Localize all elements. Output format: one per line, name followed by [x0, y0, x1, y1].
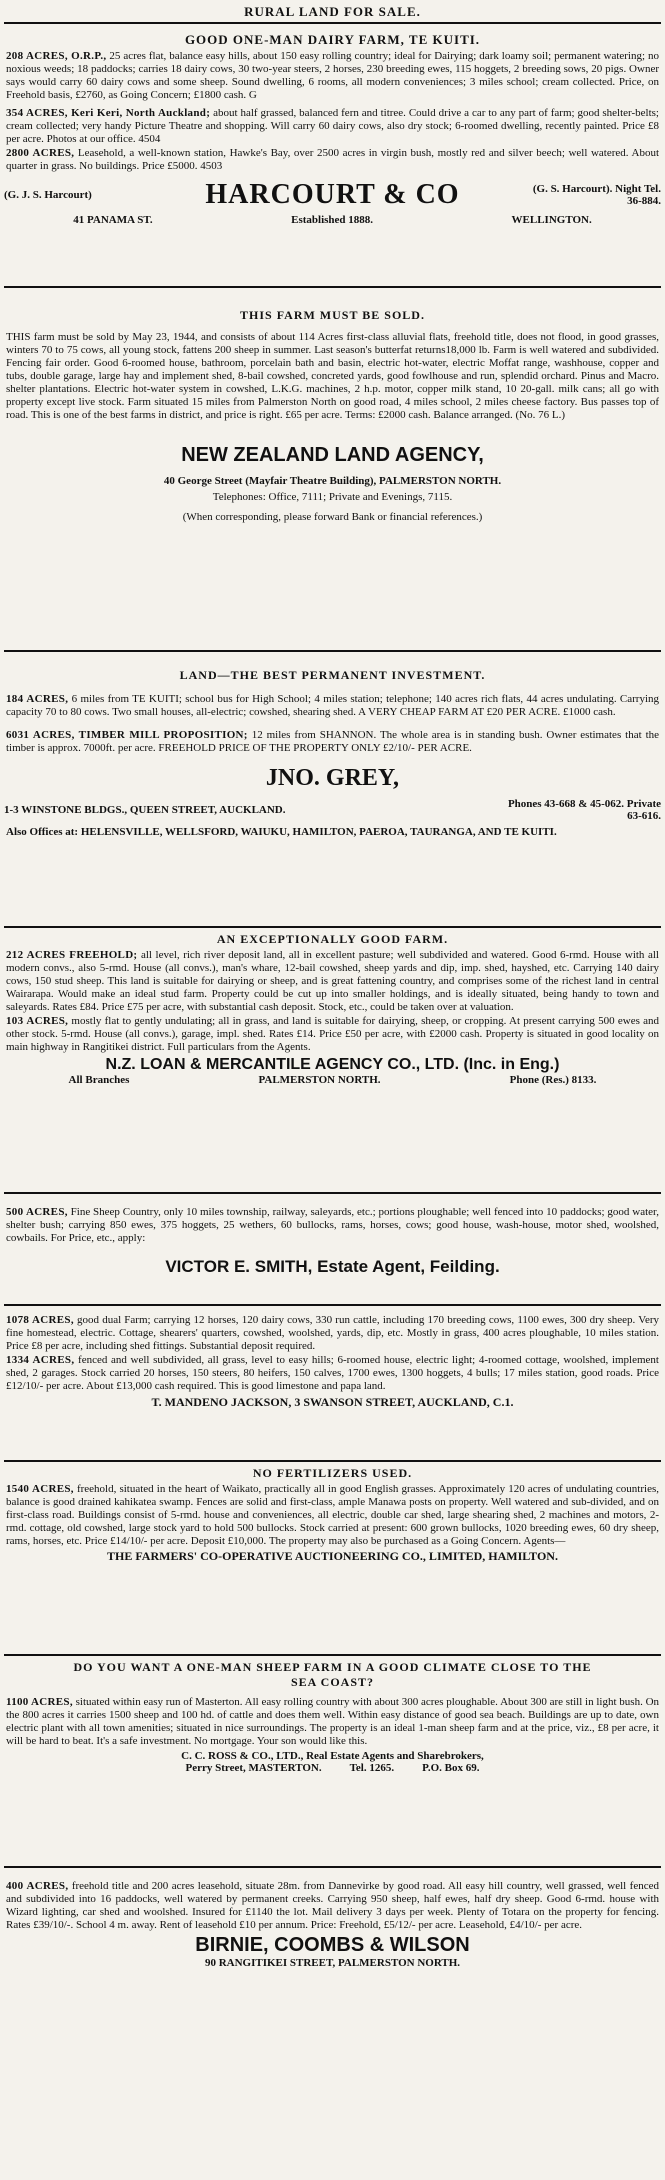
agency-name: BIRNIE, COOMBS & WILSON	[195, 1934, 470, 1956]
listing-text: situated within easy run of Masterton. All easy rolling country with about 300 acres ploughable. About 300 are still in light bush. On the 800 acres it carries 1500 sheep and 100 hd. of cattle and does them well. Within easy distance of good sea beach. Buildings are up to date, own electric plant with all town amenities; situated in nice surroundings. The property is an ideal 1-man sheep farm and at the price, viz., £8 per acre, it will be hard to beat. It's a safe investment. No mortgage. Your son would like this.	[6, 1696, 660, 1747]
divider	[4, 286, 661, 288]
listing	[6, 1696, 659, 1748]
agency-note: (When corresponding, please forward Bank or financial references.)	[182, 511, 483, 523]
agency-name: N.Z. LOAN & MERCANTILE AGENCY CO., LTD. (Inc. in Eng.)	[105, 1056, 560, 1073]
ad-birnie-coombs-wilson	[4, 1870, 661, 2030]
divider	[4, 1192, 661, 1194]
agency-name: T. MANDENO JACKSON, 3 SWANSON STREET, AUCKLAND, C.1.	[151, 1395, 514, 1409]
agency-phone: Tel. 1265.	[349, 1762, 395, 1774]
listing-lead: 354 ACRES, Keri Keri, North Auckland;	[6, 107, 211, 119]
agency-phones: Telephones: Office, 7111; Private and Evenings, 7115.	[212, 491, 453, 503]
agency-branches: All Branches	[68, 1074, 130, 1086]
ad-cc-ross	[4, 1658, 661, 1864]
agency-address-row	[4, 1762, 661, 1774]
divider	[4, 1460, 661, 1462]
listing	[6, 1880, 659, 1932]
listing-lead: 400 ACRES,	[6, 1880, 69, 1892]
ad-mandeno-jackson	[4, 1308, 661, 1458]
agency-name: C. C. ROSS & CO., LTD., Real Estate Agents and Sharebrokers,	[181, 1750, 484, 1762]
listing-text: fenced and well subdivided, all grass, level to easy hills; 6-roomed house, electric light; 4-roomed cottage, woolshed, implement shed, 2 garages. Stock carried 20 horses, 150 steers, 80 heifers, 150 calves, 1700 ewes, 1300 hoggets, 4 bulls; 17 miles station, good roads. Price £12/10/- per acre. About £13,000 cash required. This is good limestone and papa land.	[6, 1354, 659, 1392]
agency-address-row	[4, 1074, 661, 1086]
listing	[6, 1015, 659, 1054]
listing	[6, 1354, 659, 1393]
listing-text: all level, rich river deposit land, all in excellent pasture; well subdivided and watered. Good 6-rmd. House with all modern convs., also 5-rmd. House (all convs.), man's whare, 12-bail cowshed, sheep yards and dip, imp. shed, hayshed, etc. Carrying 140 dairy cows, 150 stud sheep. This land is suitable for dairying or sheep, and is great fattening country, and comprises some of the richest land in central Wairarapa. Would make an ideal stud farm. Property could be cut up into smaller holdings, and is ideally situated, being handy to town and saleyards. Rates £84. Price £75 per acre, with substantial cash deposit. Stock, etc., could be taken over at valuation.	[6, 949, 659, 1013]
listing-lead: 6031 ACRES, TIMBER MILL PROPOSITION;	[6, 729, 248, 741]
listing-lead: 1100 ACRES,	[6, 1696, 73, 1708]
divider	[4, 1654, 661, 1656]
listing-text: 6 miles from TE KUITI; school bus for High School; 4 miles station; telephone; 140 acres rich flats, 44 acres undulating. Carrying capacity 70 to 80 cows. Two small houses, all-electric; cowshed, shearing shed. A VERY CHEAP FARM AT £20 PER ACRE. £1000 cash.	[6, 693, 660, 718]
listing-text: Leasehold, a well-known station, Hawke's Bay, over 2500 acres in virgin bush, mostly red and silver beech; well watered. About quarter in grass. No buildings. Price £5000. 4503	[6, 147, 660, 172]
agency-address-row	[4, 798, 661, 822]
agency-name: THE FARMERS' CO-OPERATIVE AUCTIONEERING CO., LIMITED, HAMILTON.	[107, 1549, 558, 1563]
divider	[4, 1304, 661, 1306]
main-heading: RURAL LAND FOR SALE.	[244, 4, 421, 19]
listing-text: THIS farm must be sold by May 23, 1944, and consists of about 114 Acres first-class alluvial flats, freehold title, does not flood, in good grasses, winters 70 to 75 cows, all young stock, fattens 200 sheep in summer. Last season's butterfat returns18,000 lb. Farm is well watered and subdivided. Fencing fair order. Good 6-roomed house, bathroom, porcelain bath and basin, electric hot-water, electric Moffat range, washhouse, copper and tubs, double garage, large hay and implement shed, 8-bail cowshed, concreted yards, good fowlhouse and run, splendid orchard. Pinus and Macro. shelter plantations. Electric hot-water system in cowshed, L.K.G. machines, 2 h.p. motor, copper milk stand, 10 20-gall. milk cans; all go with property except live stock. Farm situated 15 miles from Palmerston North on good road, 4 miles school, 2 miles cheese factory. Bus passes top of road. This is one of the best farms in district, and price is right. £65 per acre. Terms: £2000 cash. Balance arranged. (No. 76 L.)	[6, 331, 659, 421]
listing	[6, 50, 659, 102]
listing	[6, 147, 659, 173]
ad-jno-grey	[4, 654, 661, 924]
listing-text: freehold, situated in the heart of Waikato, practically all in good English grasses. Approximately 120 acres of undulating countries, balance is good drained kahikatea swamp. Fences are solid and first-class, ample Manawa posts on property. Well watered and sub-divided, and on first-class road. Buildings consist of 5-rmd. house and conveniences, all electric, double car shed, large shearing shed, 2 machines and motors, 2-rmd. cottage, old cowshed, large stock yard to hold 500 bullocks. Stock carried at present: 600 grown bullocks, 1020 breeding ewes, 60 dry sheep, rams, horses, etc. Price £14/10/- per acre. Deposit £10,000. The property may also be purchased as a Going Concern. Agents—	[6, 1483, 659, 1547]
listing-text: freehold title and 200 acres leasehold, situate 28m. from Dannevirke by good road. All easy hill country, well grassed, well fenced and subdivided into 16 paddocks, well watered by permanent creeks. Carrying 950 sheep, half ewes, half dry sheep. Good 6-rmd. house with Wizard lighting, car shed and woolshed. Insured for £1140 the lot. Mail delivery 3 days per week. Plenty of Totara on the property for fencing. Rates £39/10/-. School 4 m. away. Rent of leasehold £10 per annum. Price: Freehold, £5/12/- per acre. Leasehold, £4/10/- per acre.	[6, 1880, 659, 1931]
ad-nz-land-agency	[4, 290, 661, 648]
agency-name: NEW ZEALAND LAND AGENCY,	[181, 444, 484, 466]
listing	[6, 1206, 659, 1245]
agency-city: WELLINGTON.	[511, 214, 592, 226]
agency-phone: Phone (Res.) 8133.	[509, 1074, 597, 1086]
listing-text: good dual Farm; carrying 12 horses, 120 dairy cows, 330 run cattle, including 170 breeding cows, 1100 ewes, 300 dry sheep. Very fine homestead, electric. Cottage, shearers' quarters, cowshed, woolshed, yards, dip, etc. Mostly in grass, 400 acres ploughable, 10 miles station. Price £8 per acre, including shed fittings. Substantial deposit required.	[6, 1314, 659, 1352]
ad-heading: GOOD ONE-MAN DAIRY FARM, TE KUITI.	[184, 32, 481, 47]
agency-box: P.O. Box 69.	[422, 1762, 480, 1774]
ad-victor-smith	[4, 1196, 661, 1302]
agency-name: VICTOR E. SMITH, Estate Agent, Feilding.	[165, 1257, 500, 1276]
listing-text: Fine Sheep Country, only 10 miles township, railway, saleyards, etc.; portions ploughable; well fenced into 10 paddocks; good water, shelter bush; carrying 850 ewes, 375 hoggets, 25 wethers, 60 bullocks, rams, horses, cows; good house, wash-house, motor shed, woolshed, cowbails. For Price, etc., apply:	[6, 1206, 659, 1244]
ad-nz-loan-mercantile	[4, 930, 661, 1190]
agency-partner-right: (G. S. Harcourt). Night Tel. 36-884.	[532, 183, 661, 207]
ad-harcourt	[4, 26, 661, 284]
agency-address: Perry Street, MASTERTON.	[185, 1762, 322, 1774]
agency-address: 90 RANGITIKEI STREET, PALMERSTON NORTH.	[204, 1957, 461, 1969]
listing-text: 25 acres flat, balance easy hills, about 150 easy rolling country; ideal for Dairying; dark loamy soil; permanent watering; no noxious weeds; 18 paddocks; carries 18 dairy cows, 30 two-year steers, 2 horses, 230 breeding ewes, 115 hoggets, 2 breeding sows, 20 pigs. Owner says would carry 60 dairy cows and some sheep. Sound dwelling, 6 rooms, all modern conveniences; 3 miles school; cream collected. Price, on Freehold basis, £2760, as Going Concern; £1800 cash. G	[6, 50, 659, 101]
listing-lead: 2800 ACRES,	[6, 147, 75, 159]
listing-lead: 208 ACRES, O.R.P.,	[6, 50, 107, 62]
listing	[6, 331, 659, 422]
agency-offices: Also Offices at: HELENSVILLE, WELLSFORD, WAIUKU, HAMILTON, PAEROA, TAURANGA, AND TE KUITI.	[6, 826, 557, 838]
listing-text: mostly flat to gently undulating; all in grass, and land is suitable for dairying, sheep, or cropping. At present carrying 500 ewes and other stock. 5-rmd. House (all convs.), garage, impl. shed. Rates £14. Price £50 per acre, with £2000 cash. Property is situated in good locality on main highway in Rangitikei district. Full particulars from the Agents.	[6, 1015, 659, 1053]
agency-address: 40 George Street (Mayfair Theatre Building), PALMERSTON NORTH.	[163, 475, 502, 487]
ad-heading: THIS FARM MUST BE SOLD.	[240, 308, 425, 322]
listing-lead: 1078 ACRES,	[6, 1314, 74, 1326]
listing-lead: 1540 ACRES,	[6, 1483, 74, 1495]
divider	[4, 926, 661, 928]
ad-farmers-cooperative	[4, 1464, 661, 1652]
listing	[6, 107, 659, 146]
listing	[6, 949, 659, 1014]
agency-name: JNO. GREY,	[265, 765, 400, 791]
listing	[6, 1314, 659, 1353]
listing-lead: 500 ACRES,	[6, 1206, 68, 1218]
agency-address: 41 PANAMA ST.	[73, 214, 153, 226]
agency-partner-left: (G. J. S. Harcourt)	[4, 189, 92, 201]
listing-lead: 184 ACRES,	[6, 693, 69, 705]
ad-heading: LAND—THE BEST PERMANENT INVESTMENT.	[179, 668, 486, 682]
agency-address: 1-3 WINSTONE BLDGS., QUEEN STREET, AUCKLAND.	[4, 804, 286, 816]
divider	[4, 22, 661, 24]
divider	[4, 650, 661, 652]
listing-lead: 212 ACRES FREEHOLD;	[6, 949, 138, 961]
divider	[4, 1866, 661, 1868]
agency-phones: Phones 43-668 & 45-062. Private 63-616.	[507, 798, 661, 822]
listing-text: about half grassed, balanced fern and titree. Could drive a car to any part of farm; good shelter-belts; cream collected; very handy Picture Theatre and shopping. Will carry 60 dairy cows, also dry stock; 6-roomed dwelling, recently painted. Price £8 per acre. Photos at our office. 4504	[6, 107, 659, 145]
agency-name: HARCOURT & CO	[205, 179, 460, 210]
agency-address-row	[4, 214, 661, 226]
listing	[6, 693, 659, 719]
ad-heading: NO FERTILIZERS USED.	[252, 1466, 413, 1480]
agency-established: Established 1888.	[291, 214, 374, 226]
newspaper-page	[0, 4, 665, 2180]
ad-heading: DO YOU WANT A ONE-MAN SHEEP FARM IN A GOOD CLIMATE CLOSE TO THE SEA COAST?	[73, 1660, 592, 1689]
listing	[6, 1483, 659, 1548]
agency-banner	[4, 179, 661, 211]
listing	[6, 729, 659, 755]
listing-text: 12 miles from SHANNON. The whole area is in standing bush. Owner estimates that the timber is approx. 7000ft. per acre. FREEHOLD PRICE OF THE PROPERTY ONLY £2/10/- PER ACRE.	[6, 729, 660, 754]
listing-lead: 1334 ACRES,	[6, 1354, 75, 1366]
agency-city: PALMERSTON NORTH.	[258, 1074, 381, 1086]
ad-heading: AN EXCEPTIONALLY GOOD FARM.	[216, 932, 449, 946]
listing-lead: 103 ACRES,	[6, 1015, 69, 1027]
